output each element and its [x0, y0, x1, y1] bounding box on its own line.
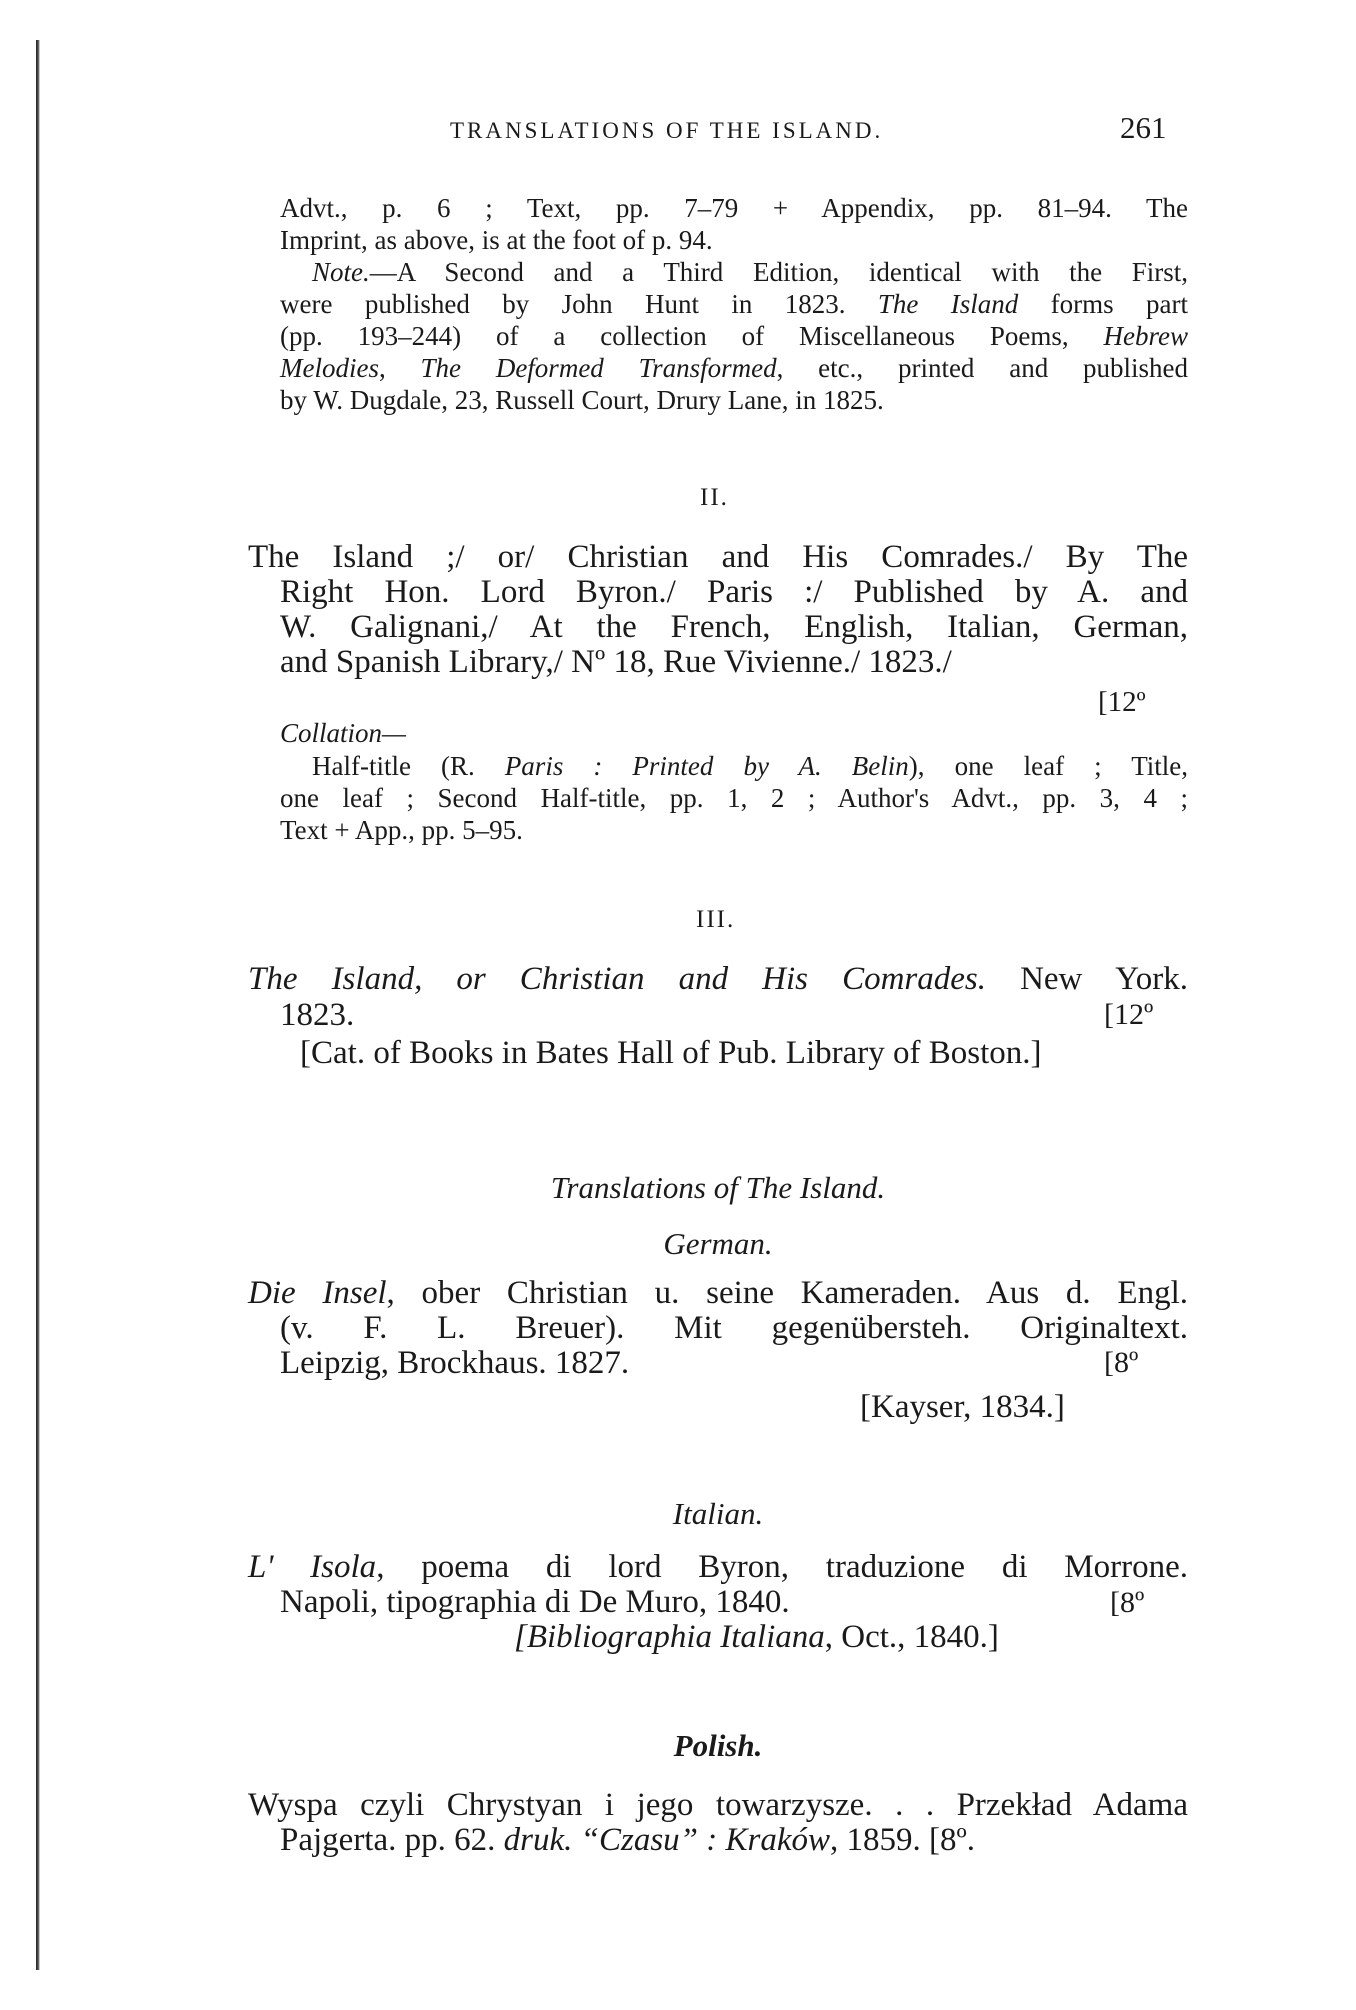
note-line: Note.—A Second and a Third Edition, identical with the First, [312, 257, 1188, 287]
entry-line: (v. F. L. Breuer). Mit gegenübersteh. Originaltext. [280, 1310, 1188, 1346]
title-line: The Island ;/ or/ Christian and His Comrades./ By The [248, 539, 1188, 575]
entry-i-note [280, 256, 1188, 416]
entry-line: Pajgerta. pp. 62. druk. “Czasu” : Kraków, 1859. [8º. [280, 1822, 975, 1858]
entry-ii-title [248, 540, 1188, 680]
entry-ii-collation [280, 750, 1188, 846]
title-line: W. Galignani,/ At the French, English, Italian, German, [280, 609, 1188, 645]
collation-label: Collation— [280, 718, 407, 748]
text-line: Advt., p. 6 ; Text, pp. 7–79 + Appendix, pp. 81–94. The [280, 193, 1188, 223]
german-format: [8º [1104, 1346, 1139, 1379]
note-label: Note. [312, 257, 370, 287]
title-line: The Island, or Christian and His Comrades. New York. [248, 961, 1189, 997]
entry-line: Wyspa czyli Chrystyan i jego towarzysze. . . Przekład Adama [248, 1787, 1188, 1823]
italian-entry [248, 1550, 1188, 1620]
german-entry [248, 1276, 1188, 1381]
text-line: Imprint, as above, is at the foot of p. 94. [280, 225, 713, 255]
italian-format: [8º [1110, 1586, 1145, 1619]
entry-iii-year: 1823. [280, 997, 355, 1033]
running-title: TRANSLATIONS OF THE ISLAND. [450, 118, 884, 143]
collation-line: one leaf ; Second Half-title, pp. 1, 2 ; Author's Advt., pp. 3, 4 ; [280, 783, 1188, 813]
note-line: by W. Dugdale, 23, Russell Court, Drury Lane, in 1825. [280, 385, 884, 415]
entry-line: Die Insel, ober Christian u. seine Kameraden. Aus d. Engl. [248, 1275, 1188, 1311]
collation-line: Half-title (R. Paris : Printed by A. Belin), one leaf ; Title, [312, 751, 1188, 781]
note-line: were published by John Hunt in 1823. The Island forms part [280, 289, 1189, 319]
entry-ii-numeral: II. [700, 484, 729, 511]
entry-i-collation [280, 192, 1188, 256]
note-line: (pp. 193–244) of a collection of Miscellaneous Poems, Hebrew [280, 321, 1188, 351]
polish-entry [248, 1788, 1188, 1858]
entry-iii-format: [12º [1104, 998, 1154, 1031]
translations-heading: Translations of The Island. [550, 1170, 886, 1205]
entry-line: L' Isola, poema di lord Byron, traduzione di Morrone. [248, 1549, 1188, 1585]
entry-iii-title [248, 962, 1188, 997]
entry-line: Napoli, tipographia di De Muro, 1840. [280, 1584, 790, 1620]
note-line: Melodies, The Deformed Transformed, etc., printed and published [280, 353, 1188, 383]
entry-line: Leipzig, Brockhaus. 1827. [280, 1345, 630, 1381]
german-heading: German. [663, 1226, 773, 1261]
polish-heading: Polish. [673, 1728, 763, 1763]
german-source: [Kayser, 1834.] [860, 1389, 1065, 1425]
page-number: 261 [1120, 110, 1167, 145]
entry-ii-format: [12º [1098, 686, 1146, 718]
collation-line: Text + App., pp. 5–95. [280, 815, 523, 845]
title-line: and Spanish Library,/ Nº 18, Rue Vivienne./ 1823./ [280, 644, 952, 680]
entry-iii-numeral: III. [696, 906, 736, 933]
italian-source: [Bibliographia Italiana, Oct., 1840.] [514, 1619, 999, 1655]
italian-heading: Italian. [672, 1496, 764, 1531]
entry-iii-source: [Cat. of Books in Bates Hall of Pub. Library of Boston.] [300, 1035, 1042, 1071]
title-line: Right Hon. Lord Byron./ Paris :/ Published by A. and [280, 574, 1188, 610]
